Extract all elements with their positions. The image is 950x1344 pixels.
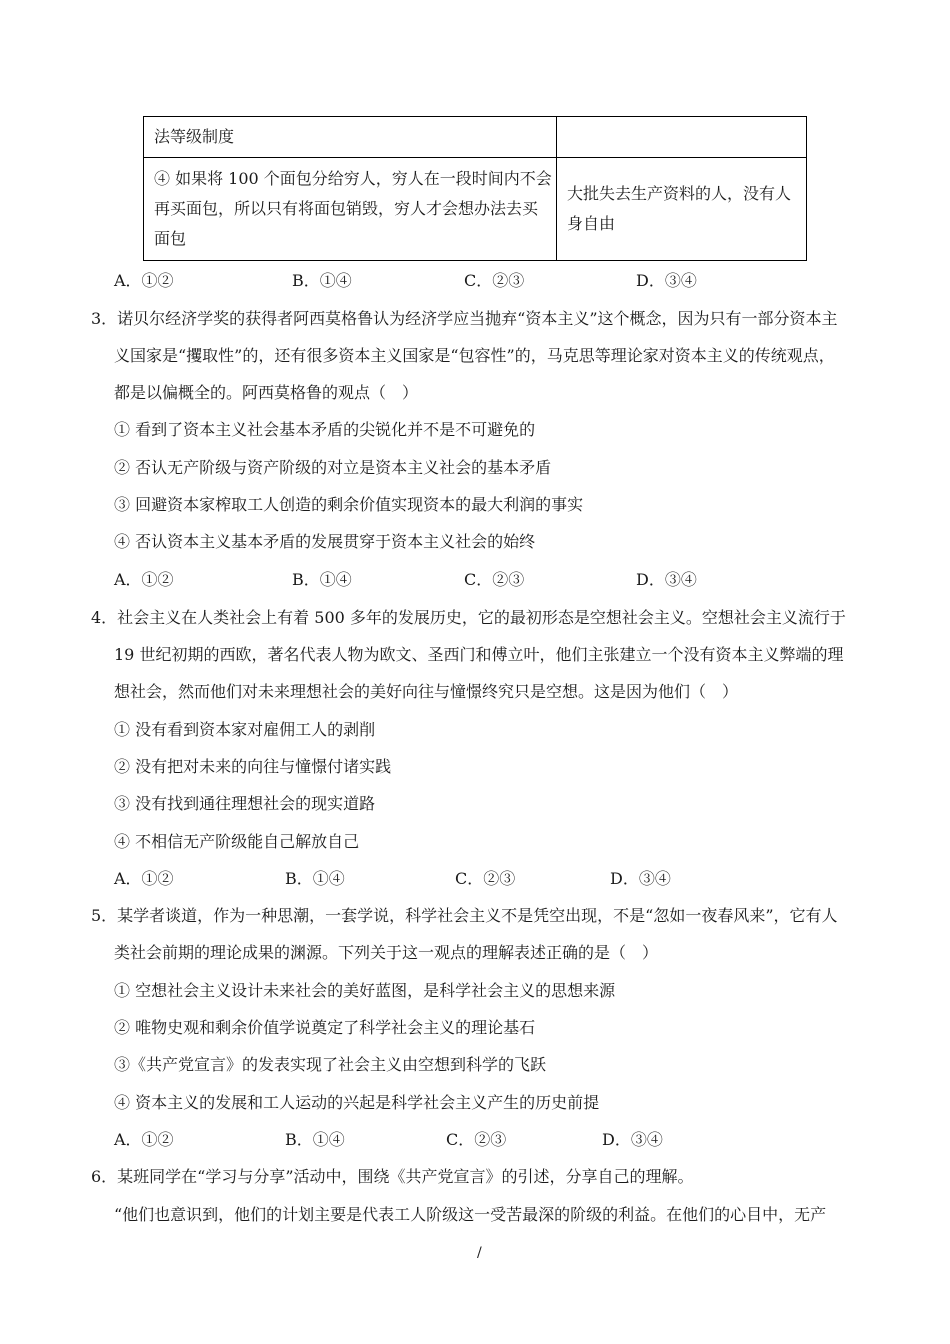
table-cell: 法等级制度 (144, 117, 557, 158)
question-stem-line: 类社会前期的理论成果的渊源。下列关于这一观点的理解表述正确的是（ ） (114, 943, 659, 962)
option-c[interactable]: C．②③ (464, 271, 525, 290)
table-cell-line: 身自由 (567, 214, 616, 233)
question-stem-line: 义国家是“攫取性”的，还有很多资本主义国家是“包容性”的，马克思等理论家对资本主义的传统观点， (114, 346, 835, 365)
table-cell-line: 再买面包，所以只有将面包销毁，穷人才会想办法去买 (154, 199, 539, 218)
table-cell-line: ④ 如果将 100 个面包分给穷人，穷人在一段时间内不会 (154, 169, 552, 188)
choice-item: ② 唯物史观和剩余价值学说奠定了科学社会主义的理论基石 (114, 1018, 536, 1037)
table-cell (144, 158, 557, 261)
choice-item: ④ 不相信无产阶级能自己解放自己 (114, 832, 360, 851)
question-stem-line: “他们也意识到，他们的计划主要是代表工人阶级这一受苦最深的阶级的利益。在他们的心目中，无产 (114, 1205, 827, 1224)
option-d[interactable]: D．③④ (636, 271, 697, 290)
choice-item: ① 空想社会主义设计未来社会的美好蓝图，是科学社会主义的思想来源 (114, 981, 616, 1000)
choice-item: ② 否认无产阶级与资产阶级的对立是资本主义社会的基本矛盾 (114, 458, 552, 477)
question-stem-line: 5．某学者谈道，作为一种思潮，一套学说，科学社会主义不是凭空出现，不是“忽如一夜春风来”，它有人 (91, 906, 838, 925)
choice-item: ③ 回避资本家榨取工人创造的剩余价值实现资本的最大利润的事实 (114, 495, 584, 514)
table-cell-line: 面包 (154, 229, 187, 248)
table-row (144, 117, 807, 158)
choice-item: ④ 资本主义的发展和工人运动的兴起是科学社会主义产生的历史前提 (114, 1093, 600, 1112)
option-c[interactable]: C．②③ (464, 570, 525, 589)
table-cell (557, 117, 807, 158)
table-cell-line: 大批失去生产资料的人，没有人 (567, 184, 792, 203)
table-cell (557, 158, 807, 261)
question-stem-line: 3．诺贝尔经济学奖的获得者阿西莫格鲁认为经济学应当抛弃“资本主义”这个概念，因为只有一部分资本主 (91, 309, 838, 328)
question-stem-line: 19 世纪初期的西欧，著名代表人物为欧文、圣西门和傅立叶，他们主张建立一个没有资本主义弊端的理 (114, 645, 844, 664)
choice-item: ① 看到了资本主义社会基本矛盾的尖锐化并不是不可避免的 (114, 420, 536, 439)
table-row (144, 158, 807, 261)
option-d[interactable]: D．③④ (602, 1130, 663, 1149)
choice-item: ② 没有把对未来的向往与憧憬付诸实践 (114, 757, 392, 776)
option-b[interactable]: B．①④ (285, 869, 345, 888)
option-d[interactable]: D．③④ (636, 570, 697, 589)
question-stem-line: 4．社会主义在人类社会上有着 500 多年的发展历史，它的最初形态是空想社会主义。空想社会主义流行于 (91, 608, 846, 627)
question-stem-line: 6．某班同学在“学习与分享”活动中，围绕《共产党宣言》的引述，分享自己的理解。 (91, 1167, 694, 1186)
choice-item: ③《共产党宣言》的发表实现了社会主义由空想到科学的飞跃 (114, 1055, 547, 1074)
option-d[interactable]: D．③④ (610, 869, 671, 888)
option-a[interactable]: A．①② (114, 570, 174, 589)
option-b[interactable]: B．①④ (285, 1130, 345, 1149)
option-c[interactable]: C．②③ (455, 869, 516, 888)
page-marker: / (477, 1245, 482, 1261)
option-b[interactable]: B．①④ (292, 570, 352, 589)
option-a[interactable]: A．①② (114, 869, 174, 888)
choice-item: ① 没有看到资本家对雇佣工人的剥削 (114, 720, 376, 739)
option-b[interactable]: B．①④ (292, 271, 352, 290)
option-a[interactable]: A．①② (114, 271, 174, 290)
continued-table (143, 116, 807, 261)
question-stem-line: 都是以偏概全的。阿西莫格鲁的观点（ ） (114, 383, 419, 402)
choice-item: ③ 没有找到通往理想社会的现实道路 (114, 794, 376, 813)
question-stem-line: 想社会，然而他们对未来理想社会的美好向往与憧憬终究只是空想。这是因为他们（ ） (114, 682, 739, 701)
option-a[interactable]: A．①② (114, 1130, 174, 1149)
choice-item: ④ 否认资本主义基本矛盾的发展贯穿于资本主义社会的始终 (114, 532, 536, 551)
option-c[interactable]: C．②③ (446, 1130, 507, 1149)
